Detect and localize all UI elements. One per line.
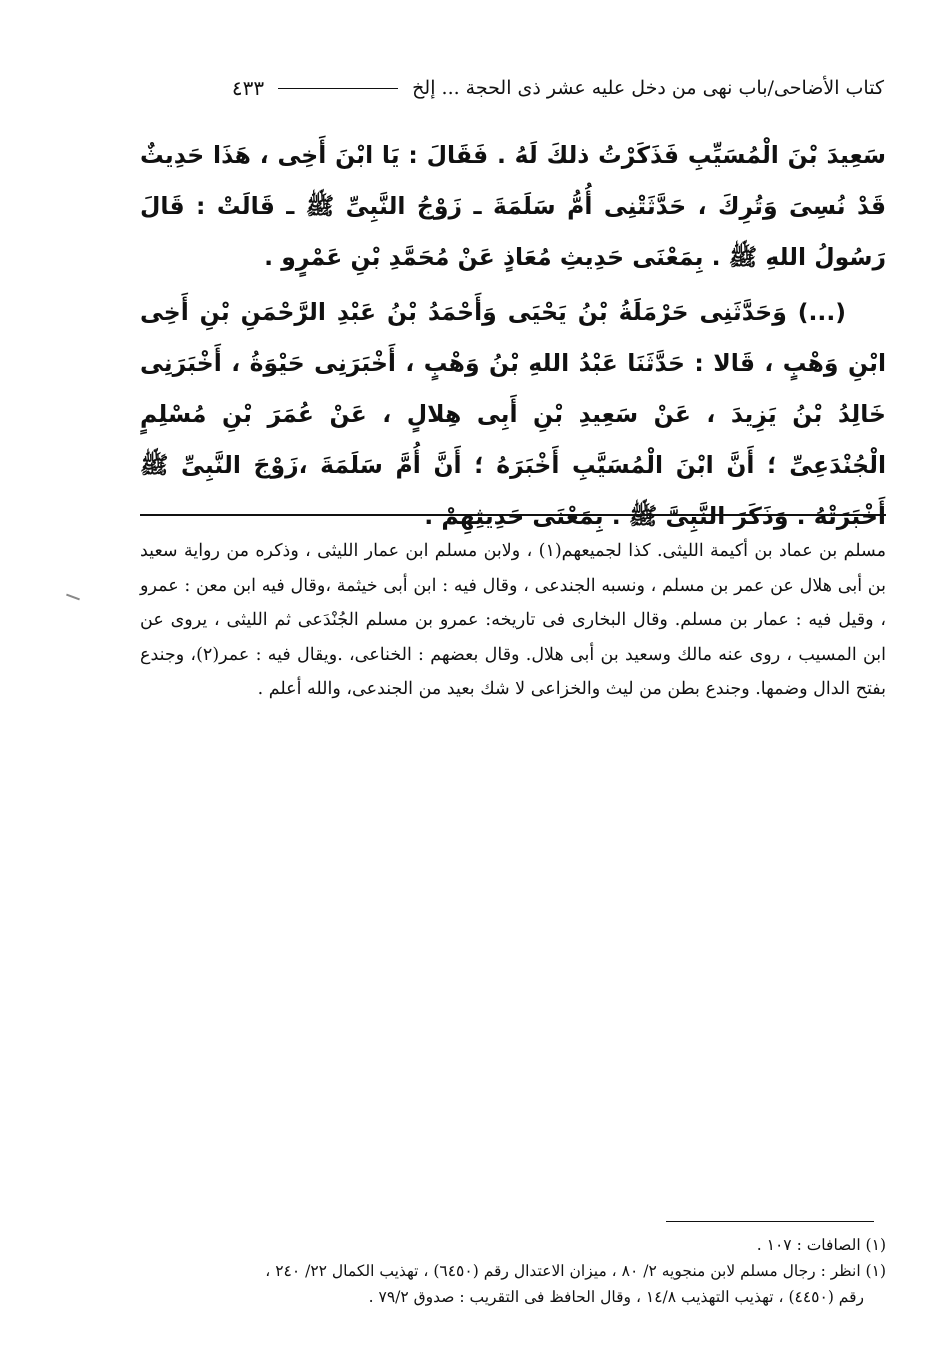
commentary-paragraph: مسلم بن عماد بن أكيمة الليثى. كذا لجميعهم(١) ، ولابن مسلم ابن عمار الليثى ، وذكره من رواية سعيد بن أبى هلال عن عمر بن مسلم ، ونسبه الجندعى ، وقال فيه : ابن أبى خيثمة ،وقال فيه ابن معن : عمرو ، وقيل فيه : عمار بن مسلم. وقال البخارى فى تاريخه: عمرو بن مسلم الجُنْدَعى ثم الليثى ، يروى عن ابن المسيب ، روى عنه مالك وسعيد بن أبى هلال. وقال بعضهم : الخناعى، .ويقال فيه : عمر(٢)، وجندع بفتح الدال وضمها. وجندع بطن من ليث والخزاعى لا شك بعيد من الجندعى، والله أعلم . (140, 541, 887, 699)
header-rule (278, 88, 398, 89)
footnotes (140, 1232, 886, 1310)
hadith-text (140, 130, 886, 542)
footnote: (١) الصافات : ١٠٧ . (756, 1236, 886, 1254)
page-number: ٤٣٣ (231, 76, 265, 100)
footnote-continuation: رقم (٤٤٥٠) ، تهذيب التهذيب ١٤/٨ ، وقال الحافظ فى التقريب : صدوق ٧٩/٢ . (368, 1288, 864, 1306)
footnotes-divider (666, 1221, 874, 1222)
hadith-paragraph: (...) وَحَدَّثَنِى حَرْمَلَةُ بْنُ يَحْيَى وَأَحْمَدُ بْنُ عَبْدِ الرَّحْمَنِ بْنِ أَخِى ابْنِ وَهْبٍ ، قَالا : حَدَّثَنَا عَبْدُ اللهِ بْنُ وَهْبٍ ، أَخْبَرَنِى حَيْوَةُ ، أَخْبَرَنِى خَالِدُ بْنُ يَزِيدَ ، عَنْ سَعِيدِ بْنِ أَبِى هِلالٍ ، عَنْ عُمَرَ بْنِ مُسْلِمٍ الْجُنْدَعِىِّ ؛ أَنَّ ابْنَ الْمُسَيَّبِ أَخْبَرَهُ ؛ أَنَّ أُمَّ سَلَمَةَ ،زَوْجَ النَّبِىِّ ﷺ أَخْبَرَتْهُ . وَذَكَرَ النَّبِىَّ ﷺ . بِمَعْنَى حَدِيثِهِمْ . (140, 298, 886, 530)
running-header (140, 70, 884, 106)
scan-artifact (66, 594, 80, 601)
commentary-divider (140, 514, 886, 516)
footnote: (١) انظر : رجال مسلم لابن منجويه ٢/ ٨٠ ، ميزان الاعتدال رقم (٦٤٥٠) ، تهذيب الكمال ٢٢/ ٢٤٠ ، (265, 1262, 886, 1280)
hadith-paragraph: سَعِيدَ بْنَ الْمُسَيِّبِ فَذَكَرْتُ ذلكَ لَهُ . فَقَالَ : يَا ابْنَ أَخِى ، هَذَا حَدِيثٌ قَدْ نُسِىَ وَتُرِكَ ، حَدَّثَتْنِى أُمُّ سَلَمَةَ ـ زَوْجُ النَّبِىِّ ﷺ ـ قَالَتْ : قَالَ رَسُولُ اللهِ ﷺ . بِمَعْنَى حَدِيثِ مُعَاذٍ عَنْ مُحَمَّدِ بْنِ عَمْرٍو . (140, 141, 886, 271)
header-title: كتاب الأضاحى/باب نهى من دخل عليه عشر ذى الحجة ... إلخ (412, 77, 884, 99)
commentary-text (140, 534, 886, 707)
